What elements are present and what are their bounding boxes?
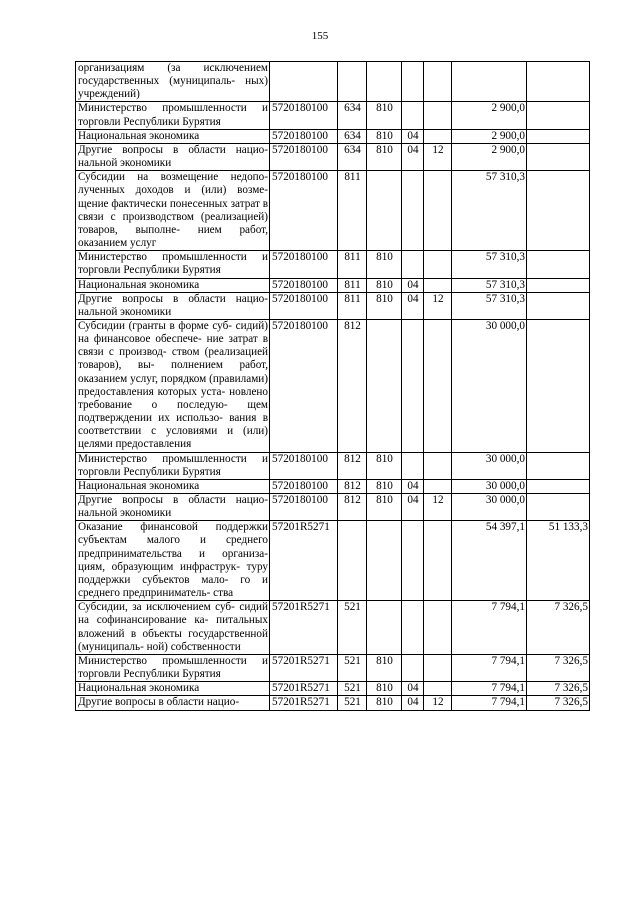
- amount-year2-cell: [527, 251, 590, 278]
- expense-type-cell: 812: [338, 452, 367, 479]
- section-cell: [402, 102, 424, 129]
- item-name-line: ства: [213, 587, 234, 600]
- subsection-cell: 12: [424, 494, 452, 521]
- item-name-line: циям, образующим инфраструк-: [78, 560, 240, 573]
- table-row: [76, 479, 590, 493]
- expense-type-cell: 634: [338, 102, 367, 129]
- amount-year2-cell: [527, 143, 590, 170]
- expense-type-cell: [338, 521, 367, 601]
- subsection-cell: [424, 654, 452, 681]
- item-name-line: Национальная экономика: [78, 479, 200, 492]
- table-row: [76, 654, 590, 681]
- item-name-line: вания в соответствии с условиями: [78, 412, 268, 438]
- amount-year2-cell: [527, 452, 590, 479]
- item-name-line: субъектам малого и среднего: [78, 534, 268, 547]
- amount-year1-cell: 7 794,1: [452, 682, 527, 696]
- item-name-line: го и среднего предприниматель-: [78, 573, 269, 600]
- item-name-line: питальных вложений в объекты: [78, 614, 269, 640]
- expense-type-cell: 521: [338, 654, 367, 681]
- amount-year2-cell: 7 326,5: [527, 601, 590, 655]
- section-cell: 04: [402, 129, 424, 143]
- item-name-line: Другие вопросы в области нацио-: [78, 696, 240, 709]
- expense-type-cell: 811: [338, 292, 367, 319]
- amount-year1-cell: 57 310,3: [452, 278, 527, 292]
- department-code-cell: 810: [367, 696, 402, 710]
- amount-year1-cell: 30 000,0: [452, 494, 527, 521]
- department-code-cell: 810: [367, 494, 402, 521]
- item-name-line: нальной экономики: [78, 157, 172, 170]
- amount-year1-cell: [452, 62, 527, 102]
- target-article-code-cell: 57201R5271: [270, 521, 338, 601]
- amount-year1-cell: 7 794,1: [452, 696, 527, 710]
- target-article-code-cell: 5720180100: [270, 479, 338, 493]
- target-article-code-cell: 57201R5271: [270, 682, 338, 696]
- amount-year1-cell: 30 000,0: [452, 319, 527, 452]
- item-name-line: государственных (муниципаль-: [78, 75, 236, 88]
- item-name-line: ством (реализацией товаров), вы-: [78, 346, 269, 372]
- department-code-cell: 810: [367, 452, 402, 479]
- item-name-line: Национальная экономика: [78, 278, 200, 291]
- amount-year2-cell: 51 133,3: [527, 521, 590, 601]
- item-name-line: нием работ, оказанием услуг: [78, 223, 269, 250]
- item-name-line: Субсидии, за исключением суб-: [78, 601, 235, 614]
- department-code-cell: [367, 521, 402, 601]
- item-name-line: сидий) на финансовое обеспече-: [78, 319, 269, 346]
- amount-year2-cell: [527, 129, 590, 143]
- department-code-cell: [367, 601, 402, 655]
- table-row: [76, 319, 590, 452]
- table-row: [76, 521, 590, 601]
- amount-year1-cell: 2 900,0: [452, 143, 527, 170]
- department-code-cell: 810: [367, 292, 402, 319]
- table-body: [76, 62, 590, 711]
- item-name-cell: [76, 521, 270, 601]
- amount-year1-cell: 30 000,0: [452, 479, 527, 493]
- item-name-line: услуг, порядком (правилами): [130, 372, 268, 385]
- section-cell: 04: [402, 278, 424, 292]
- item-name-line: предпринимательства и организа-: [78, 547, 268, 560]
- item-name-line: Министерство промышленности: [78, 654, 247, 667]
- amount-year1-cell: 57 310,3: [452, 292, 527, 319]
- subsection-cell: [424, 601, 452, 655]
- item-name-line: государственной (муниципаль-: [78, 627, 268, 653]
- item-name-line: организациям (за исключением: [78, 62, 268, 74]
- amount-year1-cell: 7 794,1: [452, 601, 527, 655]
- section-cell: [402, 171, 424, 251]
- item-name-line: (реализацией) товаров, выполне-: [78, 210, 269, 236]
- expense-type-cell: 811: [338, 278, 367, 292]
- table-row: [76, 251, 590, 278]
- subsection-cell: 12: [424, 143, 452, 170]
- section-cell: 04: [402, 292, 424, 319]
- amount-year1-cell: 57 310,3: [452, 171, 527, 251]
- item-name-line: Национальная экономика: [78, 682, 200, 695]
- department-code-cell: 810: [367, 102, 402, 129]
- item-name-line: и (или) целями предоставления: [78, 425, 269, 451]
- target-article-code-cell: 5720180100: [270, 452, 338, 479]
- table-row: [76, 292, 590, 319]
- amount-year2-cell: [527, 278, 590, 292]
- target-article-code-cell: 5720180100: [270, 143, 338, 170]
- table-row: [76, 102, 590, 129]
- subsection-cell: [424, 452, 452, 479]
- amount-year2-cell: 7 326,5: [527, 696, 590, 710]
- department-code-cell: 810: [367, 251, 402, 278]
- item-name-cell: [76, 251, 270, 278]
- target-article-code-cell: 5720180100: [270, 292, 338, 319]
- subsection-cell: [424, 521, 452, 601]
- item-name-cell: [76, 682, 270, 696]
- subsection-cell: [424, 278, 452, 292]
- target-article-code-cell: [270, 62, 338, 102]
- table-row: [76, 601, 590, 655]
- item-name-line: щем подтверждении их использо-: [78, 398, 269, 425]
- section-cell: [402, 601, 424, 655]
- table-row: [76, 278, 590, 292]
- page-number: 155: [311, 30, 329, 42]
- department-code-cell: [367, 171, 402, 251]
- amount-year1-cell: 2 900,0: [452, 102, 527, 129]
- item-name-line: ных) учреждений): [78, 75, 268, 101]
- section-cell: [402, 62, 424, 102]
- amount-year2-cell: 7 326,5: [527, 682, 590, 696]
- target-article-code-cell: 5720180100: [270, 171, 338, 251]
- section-cell: 04: [402, 682, 424, 696]
- item-name-line: и торговли Республики Бурятия: [78, 251, 269, 277]
- subsection-cell: 12: [424, 292, 452, 319]
- item-name-line: туру поддержки субъектов мало-: [78, 560, 269, 586]
- item-name-line: Министерство промышленности: [78, 102, 247, 115]
- department-code-cell: 810: [367, 654, 402, 681]
- table-row: [76, 129, 590, 143]
- item-name-line: затрат в связи с производством: [78, 197, 268, 223]
- item-name-line: ной) собственности: [146, 640, 241, 653]
- section-cell: [402, 251, 424, 278]
- amount-year2-cell: [527, 171, 590, 251]
- department-code-cell: [367, 62, 402, 102]
- subsection-cell: [424, 129, 452, 143]
- item-name-line: и торговли Республики Бурятия: [78, 452, 269, 478]
- target-article-code-cell: 57201R5271: [270, 654, 338, 681]
- amount-year2-cell: 7 326,5: [527, 654, 590, 681]
- section-cell: 04: [402, 494, 424, 521]
- item-name-line: Оказание финансовой поддержки: [78, 521, 268, 534]
- amount-year1-cell: 54 397,1: [452, 521, 527, 601]
- item-name-line: и торговли Республики Бурятия: [78, 102, 269, 128]
- expense-type-cell: 521: [338, 601, 367, 655]
- item-name-line: ние затрат в связи с производ-: [78, 333, 268, 359]
- target-article-code-cell: 57201R5271: [270, 696, 338, 710]
- item-name-line: и торговли Республики Бурятия: [78, 654, 269, 681]
- item-name-cell: [76, 143, 270, 170]
- item-name-cell: [76, 654, 270, 681]
- subsection-cell: [424, 682, 452, 696]
- item-name-line: Субсидии (гранты в форме суб-: [78, 319, 233, 332]
- item-name-cell: [76, 102, 270, 129]
- item-name-cell: [76, 129, 270, 143]
- target-article-code-cell: 5720180100: [270, 319, 338, 452]
- table-row: [76, 171, 590, 251]
- item-name-cell: [76, 696, 270, 710]
- item-name-line: нальной экономики: [78, 305, 172, 318]
- item-name-line: сидий на софинансирование ка-: [78, 601, 268, 627]
- item-name-cell: [76, 62, 270, 102]
- section-cell: 04: [402, 696, 424, 710]
- item-name-line: нальной экономики: [78, 507, 172, 520]
- expense-type-cell: 812: [338, 494, 367, 521]
- item-name-line: Другие вопросы в области нацио-: [78, 494, 268, 506]
- expense-type-cell: 634: [338, 129, 367, 143]
- item-name-line: Другие вопросы в области нацио-: [78, 292, 268, 305]
- subsection-cell: [424, 479, 452, 493]
- subsection-cell: [424, 102, 452, 129]
- subsection-cell: 12: [424, 696, 452, 710]
- section-cell: [402, 319, 424, 452]
- table-row: [76, 143, 590, 170]
- item-name-line: полнением работ, оказанием: [78, 359, 269, 385]
- target-article-code-cell: 5720180100: [270, 494, 338, 521]
- amount-year1-cell: 7 794,1: [452, 654, 527, 681]
- amount-year2-cell: [527, 494, 590, 521]
- subsection-cell: [424, 62, 452, 102]
- amount-year1-cell: 2 900,0: [452, 129, 527, 143]
- department-code-cell: 810: [367, 479, 402, 493]
- section-cell: 04: [402, 479, 424, 493]
- item-name-cell: [76, 292, 270, 319]
- amount-year2-cell: [527, 62, 590, 102]
- expense-type-cell: 812: [338, 319, 367, 452]
- section-cell: 04: [402, 143, 424, 170]
- amount-year2-cell: [527, 292, 590, 319]
- subsection-cell: [424, 171, 452, 251]
- expense-type-cell: 811: [338, 251, 367, 278]
- item-name-line: щение фактически понесенных: [78, 197, 228, 210]
- target-article-code-cell: 5720180100: [270, 278, 338, 292]
- amount-year2-cell: [527, 479, 590, 493]
- section-cell: [402, 654, 424, 681]
- item-name-line: Другие вопросы в области нацио-: [78, 143, 268, 156]
- item-name-line: Субсидии на возмещение недопо-: [78, 171, 268, 184]
- department-code-cell: 810: [367, 278, 402, 292]
- item-name-cell: [76, 171, 270, 251]
- expense-type-cell: 521: [338, 696, 367, 710]
- table-row: [76, 62, 590, 102]
- table-row: [76, 696, 590, 710]
- item-name-cell: [76, 319, 270, 452]
- target-article-code-cell: 5720180100: [270, 251, 338, 278]
- department-code-cell: 810: [367, 129, 402, 143]
- item-name-cell: [76, 479, 270, 493]
- item-name-line: новлено требование о последую-: [78, 385, 269, 411]
- expense-type-cell: [338, 62, 367, 102]
- item-name-cell: [76, 494, 270, 521]
- expense-type-cell: 812: [338, 479, 367, 493]
- department-code-cell: [367, 319, 402, 452]
- table-row: [76, 682, 590, 696]
- item-name-cell: [76, 452, 270, 479]
- item-name-line: Национальная экономика: [78, 129, 200, 142]
- item-name-line: лученных доходов и (или) возме-: [78, 184, 268, 197]
- item-name-line: предоставления которых уста-: [78, 385, 226, 398]
- budget-table: [75, 61, 590, 711]
- subsection-cell: [424, 319, 452, 452]
- expense-type-cell: 521: [338, 682, 367, 696]
- target-article-code-cell: 57201R5271: [270, 601, 338, 655]
- department-code-cell: 810: [367, 143, 402, 170]
- item-name-cell: [76, 278, 270, 292]
- table-row: [76, 494, 590, 521]
- section-cell: [402, 521, 424, 601]
- amount-year1-cell: 30 000,0: [452, 452, 527, 479]
- amount-year2-cell: [527, 102, 590, 129]
- subsection-cell: [424, 251, 452, 278]
- amount-year2-cell: [527, 319, 590, 452]
- department-code-cell: 810: [367, 682, 402, 696]
- item-name-line: Министерство промышленности: [78, 452, 247, 465]
- amount-year1-cell: 57 310,3: [452, 251, 527, 278]
- target-article-code-cell: 5720180100: [270, 129, 338, 143]
- target-article-code-cell: 5720180100: [270, 102, 338, 129]
- item-name-line: Министерство промышленности: [78, 251, 247, 264]
- section-cell: [402, 452, 424, 479]
- expense-type-cell: 634: [338, 143, 367, 170]
- expense-type-cell: 811: [338, 171, 367, 251]
- item-name-cell: [76, 601, 270, 655]
- table-row: [76, 452, 590, 479]
